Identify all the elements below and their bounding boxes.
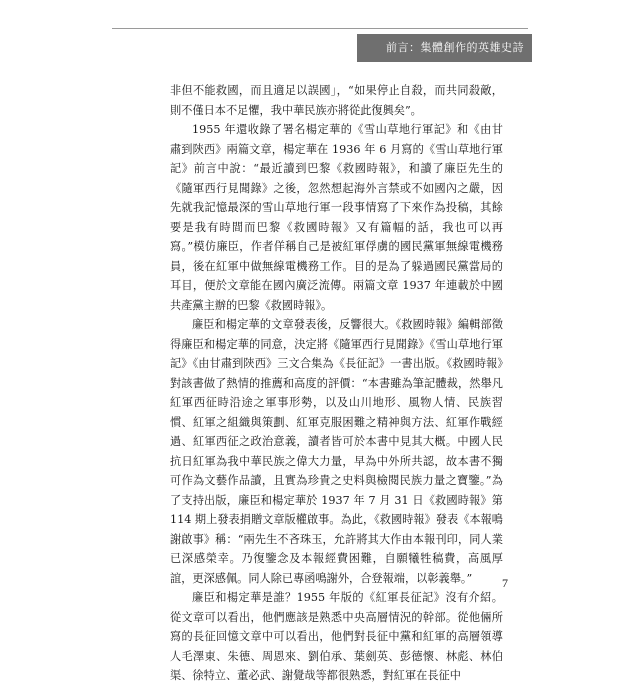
body-text bbox=[170, 81, 503, 686]
page-number: 7 bbox=[502, 576, 508, 590]
paragraph: 1955 年還收錄了署名楊定華的《雪山草地行軍記》和《由甘肅到陝西》兩篇文章，楊定華在 1936 年 6 月寫的《雪山草地行軍記》前言中說：“最近讀到巴黎《救國時報》，和讀了廉臣先生的《隨軍西行見聞錄》之後，忽然想起海外言禁或不如國內之嚴，因先就我記憶最深的雪山草地行軍一段事情寫了下來作為投稿，其餘要是我有時間而巴黎《救國時報》又有篇幅的話，我也可以再寫。”模仿廉臣，作者佯稱自己是被紅軍俘虜的國民黨軍無線電機務員，後在紅軍中做無線電機務工作。目的是為了躲過國民黨當局的耳目，便於文章能在國內廣泛流傳。兩篇文章 1937 年連載於中國共產黨主辦的巴黎《救國時報》。 bbox=[170, 123, 503, 312]
paragraph: 廉臣和楊定華是誰？1955 年版的《紅軍長征記》沒有介紹。從文章可以看出，他們應該是熟悉中央高層情況的幹部。從他倆所寫的長征回憶文章中可以看出，他們對長征中黨和紅軍的高層領導人毛澤東、朱德、周恩來、劉伯承、葉劍英、彭德懷、林彪、林伯渠、徐特立、董必武、謝覺哉等都很熟悉，對紅軍在長征中 bbox=[170, 591, 503, 682]
header-rule bbox=[112, 28, 528, 29]
paragraph: 廉臣和楊定華的文章發表後，反響很大。《救國時報》編輯部徵得廉臣和楊定華的同意，決定將《隨軍西行見聞錄》《雪山草地行軍記》《由甘肅到陝西》三文合集為《長征記》一書出版。《救國時報》對該書做了熱情的推薦和高度的評價：“本書雖為筆記體裁，然舉凡紅軍西征時沿途之軍事形勢，以及山川地形、風物人情、民族習慣、紅軍之組織與策劃、紅軍克服困難之精神與方法、紅軍作戰經過、紅軍西征之政治意義，讀者皆可於本書中見其大概。中國人民抗日紅軍為我中華民族之偉大力量，早為中外所共認，故本書不獨可作為文藝作品讀，且實為珍貴之史料與檢閱民族力量之寶鑒。”為了支持出版，廉臣和楊定華於 1937 年 7 月 31 日《救國時報》第 114 期上發表捐贈文章版權啟事。為此，《救國時報》發表《本報鳴謝啟事》稱：“兩先生不吝珠玉，允許將其大作由本報刊印，同人業已深感榮幸。乃復鑒念及本報經費困難，自願犧牲稿費，高風厚誼，更深感佩。同人除已專函鳴謝外，合登報端，以彰義舉。” bbox=[170, 318, 503, 585]
running-head: 前言：集體創作的英雄史詩 bbox=[386, 41, 524, 54]
paragraph: 非但不能救國，而且適足以誤國」，“如果停止自殺，而共同殺敵，則不僅日本不足懼，我中華民族亦將從此復興矣”。 bbox=[170, 84, 503, 117]
